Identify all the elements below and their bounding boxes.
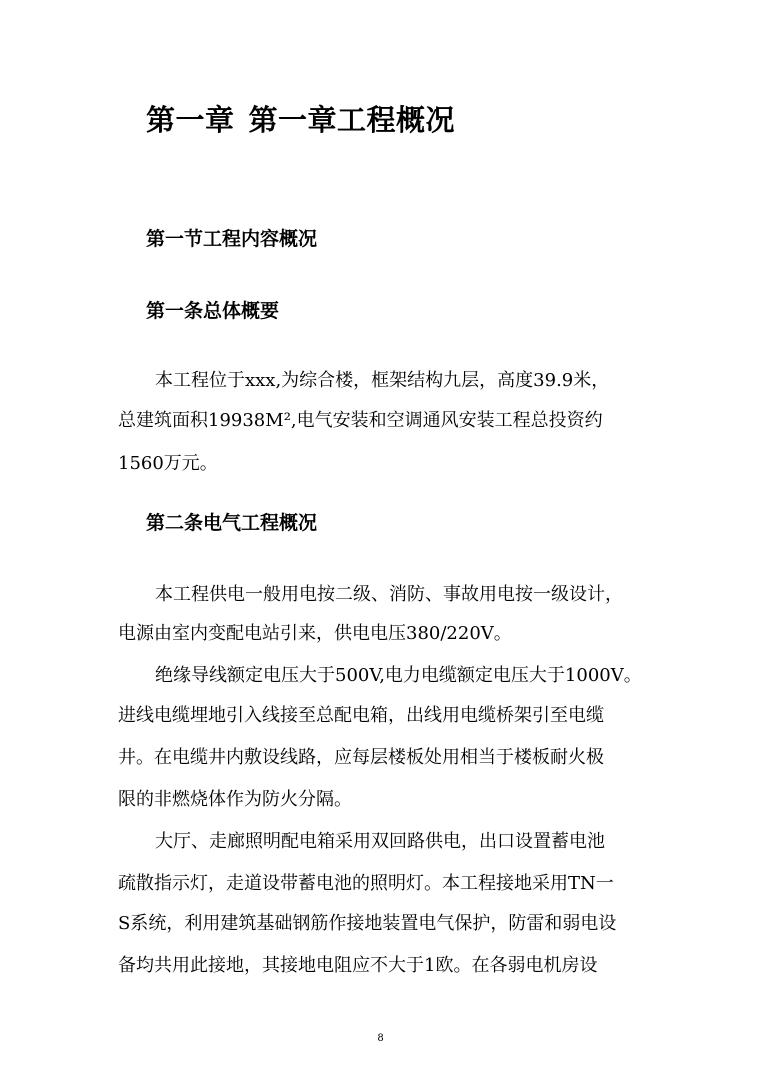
paragraph-line: 总建筑面积19938M²,电气安装和空调通风安装工程总投资约 <box>118 410 603 431</box>
paragraph-line: 绝缘导线额定电压大于500V,电力电缆额定电压大于1000V。 <box>155 665 642 686</box>
chapter-label: 第一章 <box>146 103 235 137</box>
chapter-title <box>146 100 455 140</box>
paragraph-line: 1560万元。 <box>118 453 218 474</box>
paragraph-line: S系统，利用建筑基础钢筋作接地装置电气保护，防雷和弱电设 <box>118 913 617 934</box>
page-number: 8 <box>377 1033 384 1044</box>
paragraph-line: 井。在电缆井内敷设线路，应每层楼板处用相当于楼板耐火极 <box>118 747 604 768</box>
paragraph-line: 疏散指示灯，走道设带蓄电池的照明灯。本工程接地采用TN一 <box>118 873 614 894</box>
paragraph-line: 限的非燃烧体作为防火分隔。 <box>118 789 352 810</box>
paragraph-line: 本工程位于xxx,为综合楼，框架结构九层，高度39.9米， <box>155 370 610 391</box>
chapter-name: 第一章工程概况 <box>248 103 456 137</box>
paragraph-line: 进线电缆埋地引入线接至总配电箱，出线用电缆桥架引至电缆 <box>118 705 604 726</box>
article-heading-electrical: 第二条电气工程概况 <box>146 512 318 534</box>
paragraph-line: 大厅、走廊照明配电箱采用双回路供电，出口设置蓄电池 <box>155 831 605 852</box>
section-heading: 第一节工程内容概况 <box>146 228 318 250</box>
paragraph-line: 电源由室内变配电站引来，供电电压380/220V。 <box>118 623 512 644</box>
paragraph-line: 本工程供电一般用电按二级、消防、事故用电按一级设计， <box>155 584 623 605</box>
paragraph-line: 备均共用此接地，其接地电阻应不大于1欧。在各弱电机房设 <box>118 955 598 976</box>
article-heading-overview: 第一条总体概要 <box>146 300 280 322</box>
